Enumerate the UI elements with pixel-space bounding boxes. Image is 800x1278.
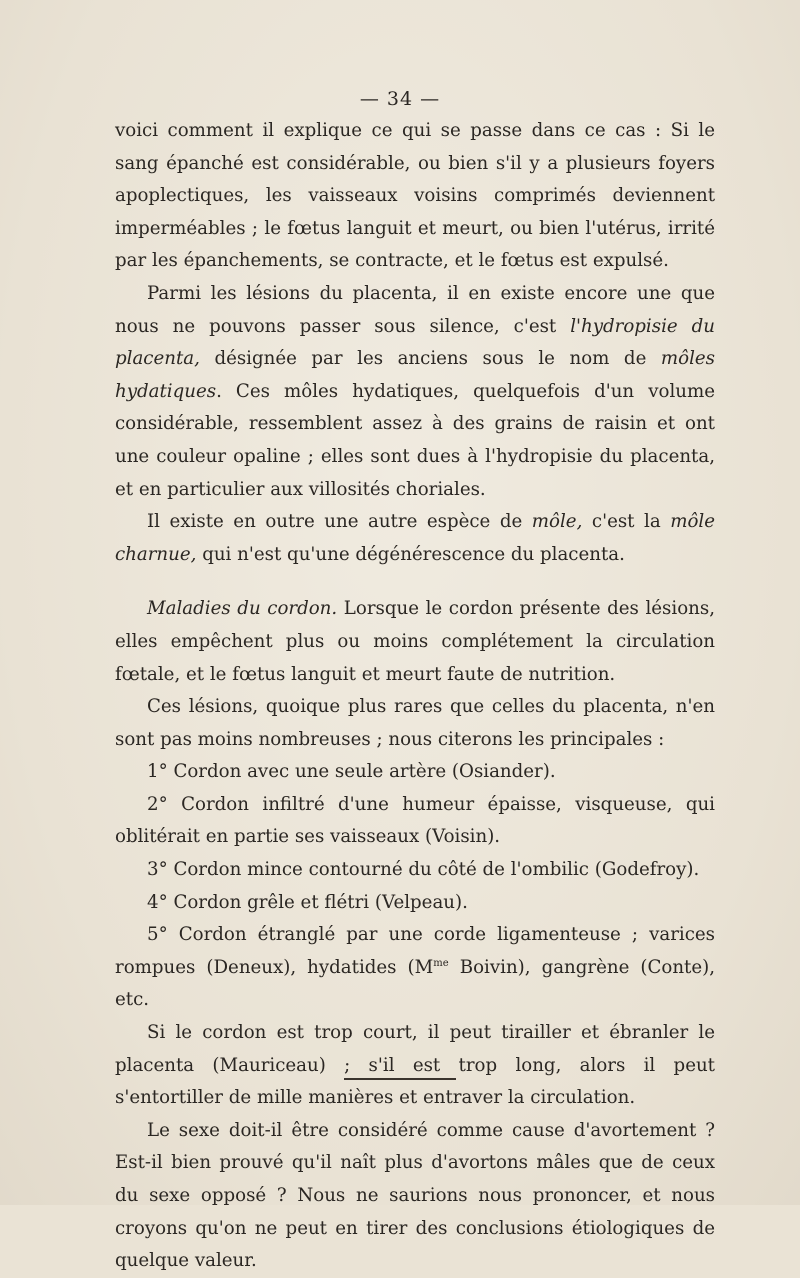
paragraph-2 <box>115 278 715 506</box>
list-item-4: 4° Cordon grêle et flétri (Velpeau). <box>147 891 468 913</box>
section-gap <box>115 571 715 593</box>
list-item-5 <box>115 919 715 1017</box>
paragraph-3-text-c: qui n'est qu'une dégénérescence du placenta. <box>196 543 625 565</box>
paragraph-5: Ces lésions, quoique plus rares que celles du placenta, n'en sont pas moins nombreuses ; nous citerons les principales : <box>115 696 715 750</box>
list-item-3: 3° Cordon mince contourné du côté de l'ombilic (Godefroy). <box>147 859 700 881</box>
paragraph-3 <box>115 506 715 571</box>
paragraph-3-italic-1: môle, <box>531 511 583 533</box>
list-item-5-text-b: Boivin), gangrène (Conte), etc. <box>115 956 716 1011</box>
paragraph-6: Si le cordon est trop court, il peut tirailler et ébranler le placenta (Mauriceau) ; s'il est trop long, alors il peut s'entortiller de mille manières et entraver la circulation. <box>115 1022 715 1109</box>
paragraph-2-italic-1: l'hydropisie du placenta, <box>115 315 715 370</box>
paragraph-1: voici comment il explique ce qui se passe dans ce cas : Si le sang épanché est considérable, ou bien s'il y a plusieurs foyers apoplectiques, les vaisseaux voisins comprimés deviennent imperméables ; le fœtus languit et meurt, ou bien l'utérus, irrité par les épanchements, se contracte, et le fœtus est expulsé. <box>115 120 715 272</box>
paragraph-4-text: Lorsque le cordon présente des lésions, elles empêchent plus ou moins complétement la circulation fœtale, et le fœtus languit et meurt faute de nutrition. <box>115 598 715 685</box>
list-item-5-superscript: me <box>433 957 449 969</box>
list-item-5-text-a: 5° Cordon étranglé par une corde ligamenteuse ; varices rompues (Deneux), hydatides (M <box>115 924 715 978</box>
body-text <box>115 115 715 1278</box>
list-item-2: 2° Cordon infiltré d'une humeur épaisse, visqueuse, qui oblitérait en partie ses vaisseaux (Voisin). <box>115 793 715 848</box>
paragraph-3-italic-2: môle charnue, <box>115 511 715 565</box>
list-item-1: 1° Cordon avec une seule artère (Osiander). <box>147 761 556 783</box>
paragraph-4 <box>115 593 715 691</box>
paragraph-2-text-c: . Ces môles hydatiques, quelquefois d'un volume considérable, ressemblent assez à des grains de raisin et ont une couleur opaline ; elles sont dues à l'hydropisie du placenta, et en particulier aux villosités choriales. <box>115 380 715 500</box>
paragraph-2-italic-2: môles hydatiques <box>115 348 715 402</box>
paragraph-2-text-a: Parmi les lésions du placenta, il en existe encore une que nous ne pouvons passer sous silence, c'est <box>115 282 715 337</box>
page-number: — 34 — <box>359 88 441 110</box>
paragraph-3-text-b: c'est la <box>582 511 671 533</box>
paragraph-2-text-b: désignée par les anciens sous le nom de <box>199 348 661 370</box>
closing-rule <box>344 1078 456 1080</box>
paragraph-3-text-a: Il existe en outre une autre espèce de <box>147 511 532 533</box>
section-heading: Maladies du cordon. <box>147 598 338 620</box>
paragraph-7: Le sexe doit-il être considéré comme cause d'avortement ? Est-il bien prouvé qu'il naît plus d'avortons mâles que de ceux du sexe opposé ? Nous ne saurions nous prononcer, et nous croyons qu'on ne peut en tirer des conclusions étiologiques de quelque valeur. <box>115 1119 715 1272</box>
